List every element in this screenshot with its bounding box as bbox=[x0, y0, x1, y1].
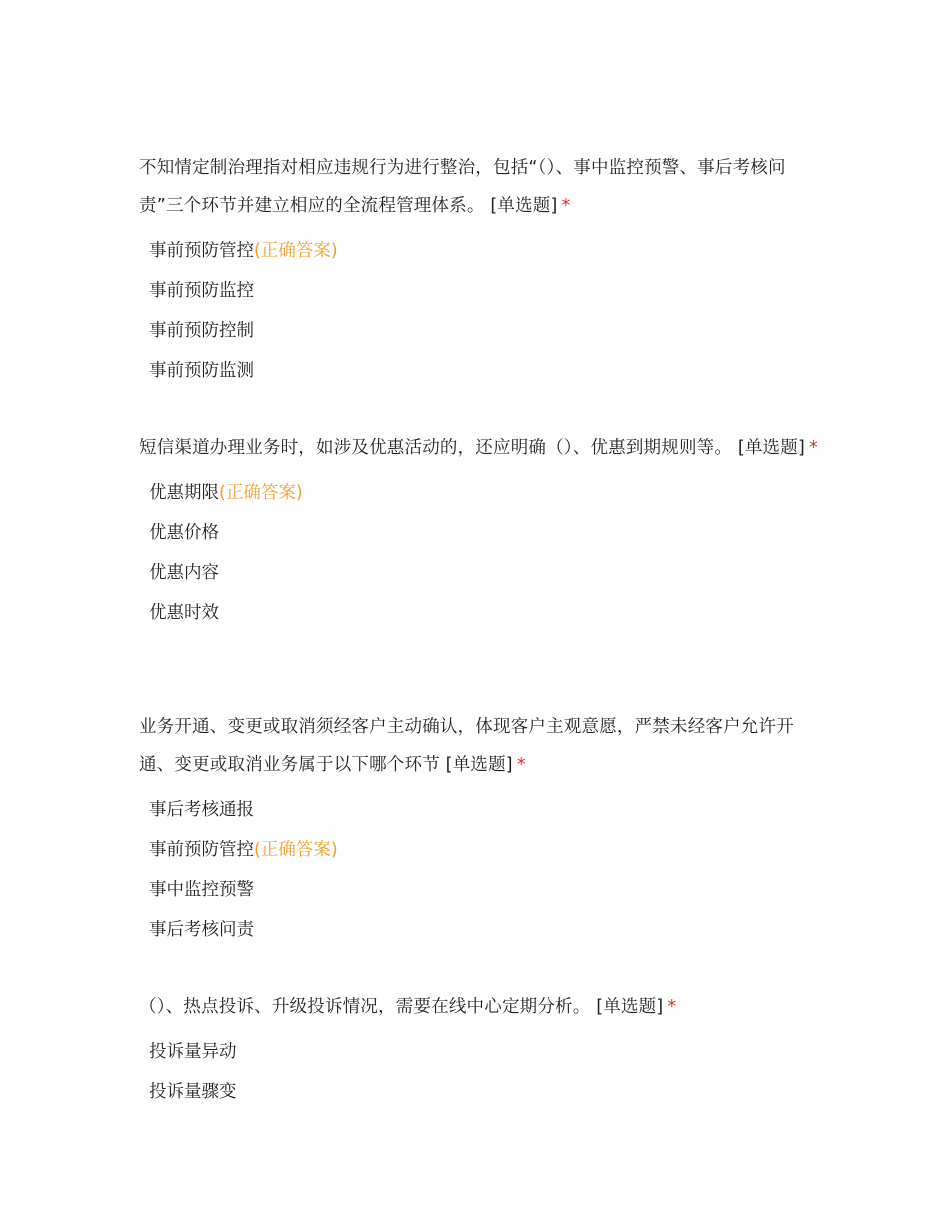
option-label: 投诉量异动 bbox=[149, 1042, 237, 1062]
option-item[interactable] bbox=[149, 593, 819, 633]
option-label: 优惠内容 bbox=[149, 563, 219, 583]
option-label: 事前预防监测 bbox=[149, 361, 254, 381]
option-item[interactable] bbox=[149, 870, 819, 910]
option-item[interactable] bbox=[149, 311, 819, 351]
question-stem: 短信渠道办理业务时，如涉及优惠活动的，还应明确（）、优惠到期规则等。 bbox=[139, 438, 733, 458]
option-item[interactable] bbox=[149, 231, 819, 271]
question-2 bbox=[139, 429, 819, 633]
option-list bbox=[139, 1032, 819, 1112]
correct-answer-tag: (正确答案) bbox=[254, 241, 338, 261]
option-list bbox=[139, 790, 819, 950]
question-text bbox=[139, 988, 819, 1026]
question-type-label: [单选题] bbox=[445, 755, 513, 775]
option-label: 事前预防控制 bbox=[149, 321, 254, 341]
required-mark: * bbox=[667, 997, 677, 1017]
option-label: 优惠价格 bbox=[149, 523, 219, 543]
question-3 bbox=[139, 708, 819, 950]
option-label: 事前预防管控 bbox=[149, 840, 254, 860]
question-1 bbox=[139, 149, 819, 391]
correct-answer-tag: (正确答案) bbox=[254, 840, 338, 860]
required-mark: * bbox=[561, 196, 571, 216]
required-mark: * bbox=[808, 438, 818, 458]
question-stem: 业务开通、变更或取消须经客户主动确认，体现客户主观意愿，严禁未经客户允许开通、变更或取消业务属于以下哪个环节 bbox=[139, 717, 794, 775]
option-item[interactable] bbox=[149, 910, 819, 950]
option-label: 优惠期限 bbox=[149, 483, 219, 503]
option-label: 优惠时效 bbox=[149, 603, 219, 623]
option-label: 事后考核通报 bbox=[149, 800, 254, 820]
option-label: 事前预防管控 bbox=[149, 241, 254, 261]
option-list bbox=[139, 231, 819, 391]
question-type-label: [单选题] bbox=[737, 438, 805, 458]
question-text bbox=[139, 149, 819, 225]
question-type-label: [单选题] bbox=[490, 196, 558, 216]
option-label: 事前预防监控 bbox=[149, 281, 254, 301]
option-item[interactable] bbox=[149, 790, 819, 830]
option-item[interactable] bbox=[149, 351, 819, 391]
correct-answer-tag: (正确答案) bbox=[219, 483, 303, 503]
question-4 bbox=[139, 988, 819, 1112]
option-label: 投诉量骤变 bbox=[149, 1082, 237, 1102]
option-item[interactable] bbox=[149, 473, 819, 513]
option-list bbox=[139, 473, 819, 633]
question-stem: （）、热点投诉、升级投诉情况，需要在线中心定期分析。 bbox=[139, 997, 591, 1017]
required-mark: * bbox=[516, 755, 526, 775]
option-item[interactable] bbox=[149, 830, 819, 870]
option-item[interactable] bbox=[149, 1032, 819, 1072]
option-item[interactable] bbox=[149, 1072, 819, 1112]
question-text bbox=[139, 708, 819, 784]
option-item[interactable] bbox=[149, 553, 819, 593]
question-text bbox=[139, 429, 819, 467]
question-stem: 不知情定制治理指对相应违规行为进行整治，包括“（）、事中监控预警、事后考核问责”三个环节并建立相应的全流程管理体系。 bbox=[139, 158, 786, 216]
option-label: 事后考核问责 bbox=[149, 920, 254, 940]
option-item[interactable] bbox=[149, 271, 819, 311]
option-label: 事中监控预警 bbox=[149, 880, 254, 900]
option-item[interactable] bbox=[149, 513, 819, 553]
question-type-label: [单选题] bbox=[596, 997, 664, 1017]
